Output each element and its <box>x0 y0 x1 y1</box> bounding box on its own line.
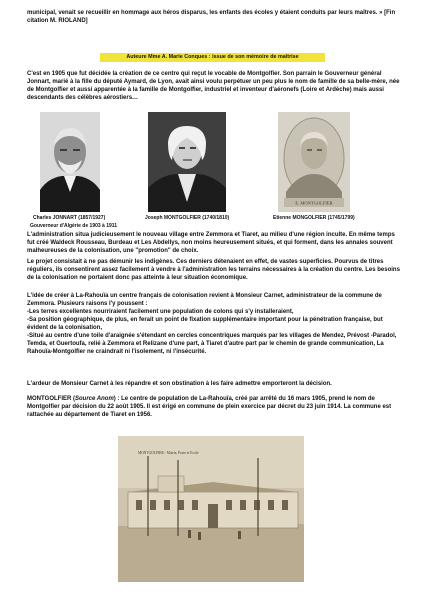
jonnart-role-caption: Gouverneur d'Algérie de 1903 à 1911 <box>30 223 118 229</box>
joseph-caption: Joseph MONTGOLFIER (1740/1810) <box>145 215 230 221</box>
paragraph-carnet: L'idée de créer à La-Rahouïa un centre français de colonisation revient à Monsieur Carnet, administrateur de la commune de Zemmora. Plusieurs raisons l'y poussent : -Les terres excellentes nourriraient facilement une population de colons qui s'y installeraient, -Sa position géographique, de plus, en ferait un point de fixation supplémentaire important pour la pénétration française, but évident de la colonisation, -Situé au centre d'une toile d'araignée s'étendant en cercles concentriques marqués par les villages de Mendez, Prévost -Paradol, Temda, et Guertoufa, relié à Zemmora et Relizane d'une part, à Tiaret d'autre part par le chemin de grande communication, La Rahouïa-Montgolfier ne craindrait ni l'isolement, ni l'insécurité. <box>27 293 397 355</box>
postcard-photo <box>118 436 304 582</box>
jonnart-portrait <box>40 112 100 212</box>
paragraph-origin: C'est en 1905 que fut décidée la création de ce centre qui reçut le vocable de Montgolfier. Son parrain le Gouverneur général Jonnart, marié à la fille du député Aymard, de Lyon, avait ainsi voulu perpétuer un peu plus le nom de famille de sa belle-mère, née de Montgolfier et aussi apparentée à la famille de Montgolfier, industriel et inventeur d'aéronefs (Loire et Ardèche) mais aussi descendants des célèbres aérostiers… <box>27 71 400 101</box>
para6-rest: ) : Le centre de population de La-Rahouïa, créé par arrêté du 16 mars 1905, prend le nom de Montgolfier par décision du 22 août 1905. Il est érigé en commune de plein exercice par décret du 23 juin 1914. La commune est rattachée au département de Tiaret en 1956. <box>27 396 392 418</box>
jonnart-caption: Charles JONNART (1857/1927) <box>33 215 106 221</box>
para6-lead: MONTGOLFIER ( <box>27 396 75 402</box>
etienne-montgolfier-portrait <box>278 112 350 212</box>
medallion-plate: E. MONTGOLFIER <box>295 200 333 206</box>
author-banner: Auteure Mme A. Marie Conques : issue de son mémoire de maîtrise <box>100 53 325 62</box>
joseph-montgolfier-portrait <box>148 112 226 212</box>
para6-source: Source Anom <box>75 396 114 402</box>
paragraph-administration: L'administration situa judicieusement le nouveau village entre Zemmora et Tiaret, au milieu d'une région inculte. En même temps fut créé Waldeck Rousseau, Burdeau et Les Abdellys, non moins heureusement situés, et qui forment, dans les annales souvent malheureuses de la colonisation, une "promotion" de choix. <box>27 232 395 254</box>
intro-paragraph: municipal, venait se recueillir en hommage aux héros disparus, les enfants des écoles y étaient conduits par leurs maîtres. » [Fin citation M. RIOLAND] <box>27 10 396 24</box>
paragraph-project: Le projet consistait à ne pas démunir les indigènes. Ces derniers détenaient en effet, de vastes superficies. Pourvus de titres réguliers, ils consentirent assez facilement à vendre à l'administration les terrains nécessaires à la création du centre. Les besoins de la colonisation ne portaient donc pas atteinte à leur situation économique. <box>27 259 400 281</box>
postcard-caption: MONTGOLFIER - Mairie, Poste et Ecole <box>138 451 199 455</box>
paragraph-decision: L'ardeur de Monsieur Carnet à les répandre et son obstination à les faire admettre emporteront la décision. <box>27 381 332 387</box>
paragraph-source-anom <box>27 395 401 419</box>
etienne-caption: Etienne MONGOLFIER (1745/1799) <box>273 215 355 221</box>
